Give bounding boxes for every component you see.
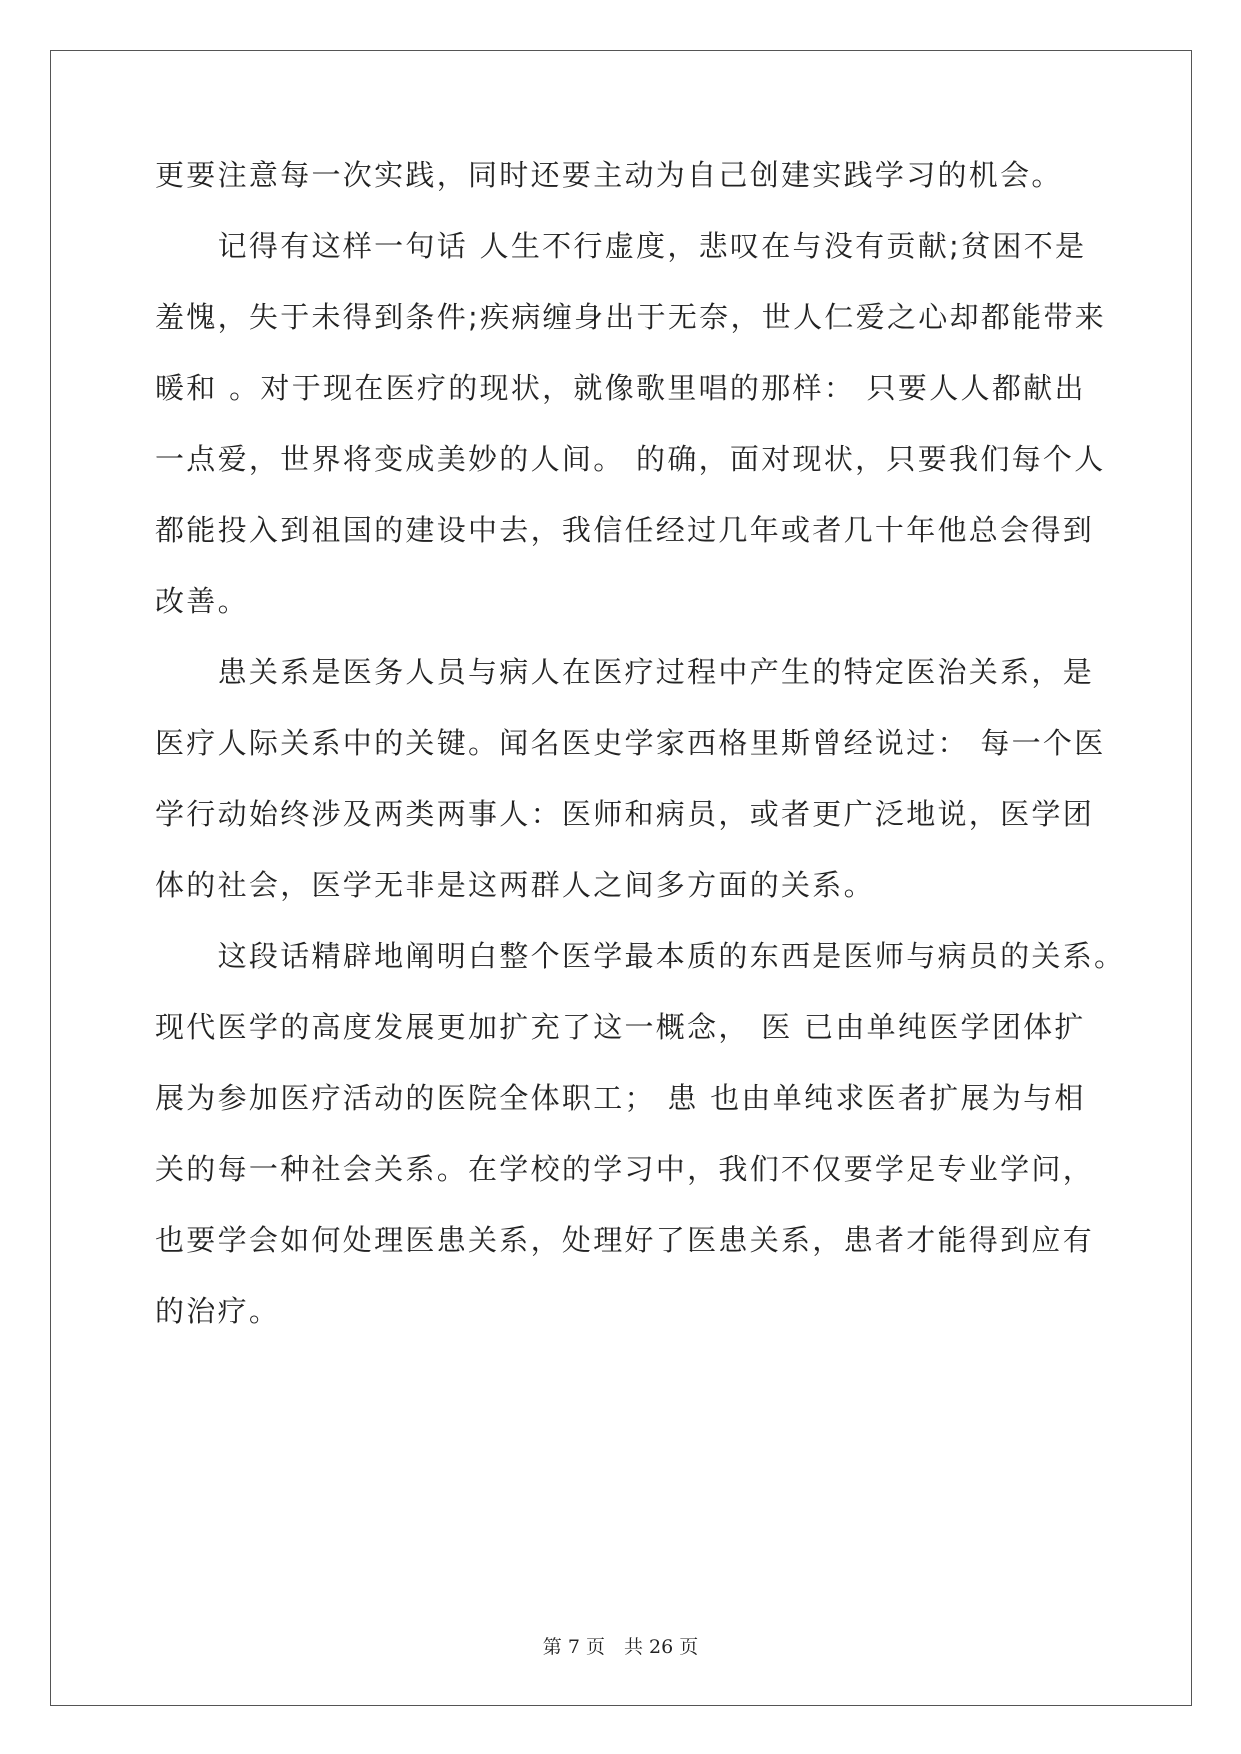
text-line: 暖和 。对于现在医疗的现状，就像歌里唱的那样： 只要人人都献出 — [155, 371, 1086, 405]
text-line: 羞愧，失于未得到条件;疾病缠身出于无奈，世人仁爱之心却都能带来 — [155, 300, 1107, 334]
text-line: 学行动始终涉及两类两事人：医师和病员，或者更广泛地说，医学团 — [155, 797, 1095, 831]
text-line: 记得有这样一句话 人生不行虚度，悲叹在与没有贡献;贫困不是 — [155, 229, 1087, 263]
page-number: 第 7 页 共 26 页 — [542, 1636, 699, 1658]
text-line: 一点爱，世界将变成美妙的人间。 的确，面对现状，只要我们每个人 — [155, 442, 1106, 476]
text-line: 体的社会，医学无非是这两群人之间多方面的关系。 — [155, 868, 875, 902]
text-line: 也要学会如何处理医患关系，处理好了医患关系，患者才能得到应有 — [155, 1223, 1095, 1257]
text-line: 的治疗。 — [155, 1294, 281, 1328]
text-line: 患关系是医务人员与病人在医疗过程中产生的特定医治关系，是 — [155, 655, 1095, 689]
text-line: 医疗人际关系中的关键。闻名医史学家西格里斯曾经说过： 每一个医 — [155, 726, 1106, 760]
text-line: 关的每一种社会关系。在学校的学习中，我们不仅要学足专业学问， — [155, 1152, 1095, 1186]
text-line: 更要注意每一次实践，同时还要主动为自己创建实践学习的机会。 — [155, 158, 1063, 192]
text-line: 改善。 — [155, 584, 249, 618]
text-line: 现代医学的高度发展更加扩充了这一概念， 医 已由单纯医学团体扩 — [155, 1010, 1086, 1044]
text-line: 展为参加医疗活动的医院全体职工； 患 也由单纯求医者扩展为与相 — [155, 1081, 1086, 1115]
text-line: 都能投入到祖国的建设中去，我信任经过几年或者几十年他总会得到 — [155, 513, 1095, 547]
text-line: 这段话精辟地阐明白整个医学最本质的东西是医师与病员的关系。 — [155, 939, 1126, 973]
